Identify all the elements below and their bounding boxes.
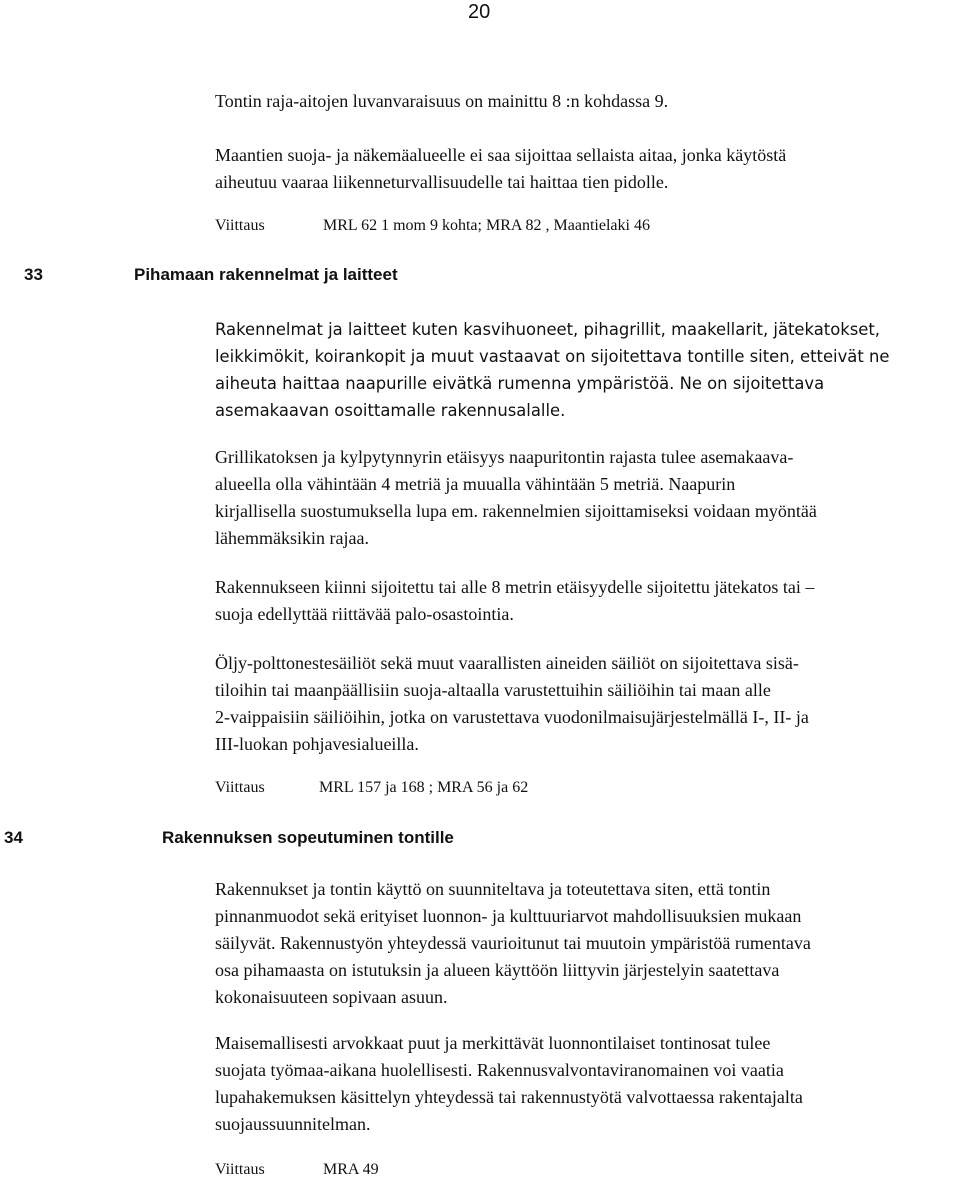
text-line: Rakennukseen kiinni sijoitettu tai alle 8 metrin etäisyydelle sijoitettu jätekatos tai – [215,577,815,597]
text-line: Rakennelmat ja laitteet kuten kasvihuoneet, pihagrillit, maakellarit, jätekatokset, [215,320,880,339]
reference-text: MRL 157 ja 168 ; MRA 56 ja 62 [319,779,529,796]
text-line: tiloihin tai maanpäällisiin suoja-altaalla varustettuihin säiliöihin tai maan alle [215,680,771,700]
paragraph-oil-tanks [215,650,960,758]
text-line: lähemmäksikin rajaa. [215,528,369,548]
text-line: suojata työmaa-aikana huolellisesti. Rakennusvalvontaviranomainen voi vaatia [215,1060,784,1080]
text-line: asemakaavan osoittamalle rakennusalalle. [215,401,566,420]
paragraph-waste-shelter [215,574,960,628]
text-line: Tontin raja-aitojen luvanvaraisuus on mainittu 8 :n kohdassa 9. [215,91,669,111]
text-line: III-luokan pohjavesialueilla. [215,734,419,754]
paragraph-grill-distance [215,444,960,552]
paragraph-highway-zone [215,142,960,196]
section-title: Pihamaan rakennelmat ja laitteet [134,265,398,284]
reference-text: MRL 62 1 mom 9 kohta; MRA 82 , Maantielaki 46 [323,217,650,234]
text-line: 2-vaippaisiin säiliöihin, jotka on varustettava vuodonilmaisujärjestelmällä I-, II- ja [215,707,809,727]
paragraph-trees-protection [215,1030,960,1138]
text-line: Maantien suoja- ja näkemäalueelle ei saa sijoittaa sellaista aitaa, jonka käytöstä [215,145,787,165]
text-line: lupahakemuksen käsittelyn yhteydessä tai rakennustyötä valvottaessa rakentajalta [215,1087,803,1107]
paragraph-fence-permit [215,88,960,115]
reference-label: Viittaus [215,779,265,796]
reference-label: Viittaus [215,1161,265,1178]
text-line: osa pihamaasta on istutuksin ja alueen käyttöön liittyvin järjestelyin saatettava [215,960,780,980]
paragraph-site-adaptation [215,876,960,1011]
paragraph-structures [215,316,960,424]
text-line: alueella olla vähintään 4 metriä ja muualla vähintään 5 metriä. Naapurin [215,474,736,494]
section-number: 34 [4,828,23,847]
reference-label: Viittaus [215,217,265,234]
text-line: kirjallisella suostumuksella lupa em. rakennelmien sijoittamiseksi voidaan myöntää [215,501,817,521]
section-number: 33 [24,265,43,284]
text-line: suoja edellyttää riittävää palo-osastointia. [215,604,514,624]
text-line: Rakennukset ja tontin käyttö on suunniteltava ja toteutettava siten, että tontin [215,879,771,899]
text-line: aiheuta haittaa naapurille eivätkä rumenna ympäristöä. Ne on sijoitettava [215,374,825,393]
page-number: 20 [468,1,491,23]
text-line: Grillikatoksen ja kylpytynnyrin etäisyys naapuritontin rajasta tulee asemakaava- [215,447,794,467]
reference-text: MRA 49 [323,1161,379,1178]
text-line: suojaussuunnitelman. [215,1114,371,1134]
text-line: Maisemallisesti arvokkaat puut ja merkittävät luonnontilaiset tontinosat tulee [215,1033,771,1053]
text-line: leikkimökit, koirankopit ja muut vastaavat on sijoitettava tontille siten, etteivät ne [215,347,890,366]
section-title: Rakennuksen sopeutuminen tontille [162,828,454,847]
text-line: aiheutuu vaaraa liikenneturvallisuudelle tai haittaa tien pidolle. [215,172,669,192]
text-line: pinnanmuodot sekä erityiset luonnon- ja kulttuuriarvot mahdollisuuksien mukaan [215,906,802,926]
text-line: Öljy-polttonestesäiliöt sekä muut vaarallisten aineiden säiliöt on sijoitettava sisä- [215,653,799,673]
text-line: kokonaisuuteen sopivaan asuun. [215,987,448,1007]
text-line: säilyvät. Rakennustyön yhteydessä vaurioitunut tai muutoin ympäristöä rumentava [215,933,811,953]
